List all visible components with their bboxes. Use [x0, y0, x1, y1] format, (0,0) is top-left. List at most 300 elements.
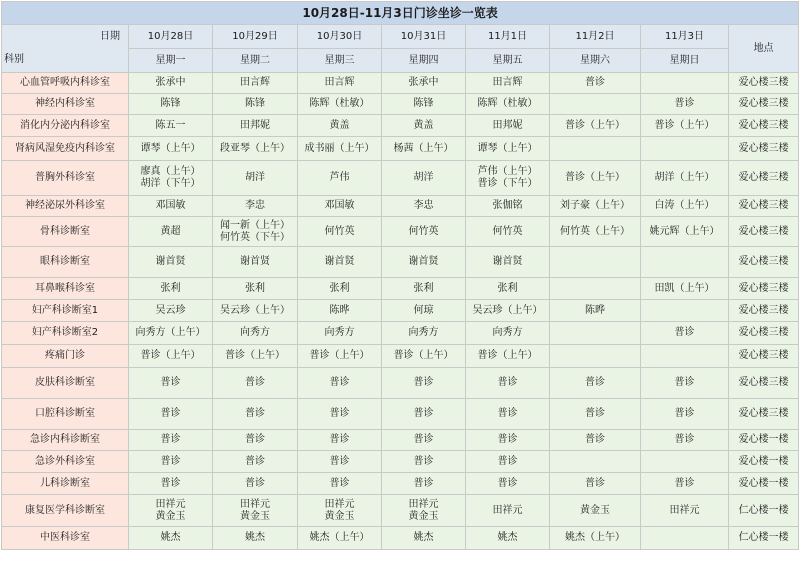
schedule-cell	[550, 247, 641, 278]
doctor-name: 胡洋（上午）	[654, 172, 715, 183]
schedule-cell	[129, 368, 213, 399]
schedule-cell	[382, 278, 466, 300]
doctor-name: 陈锋	[413, 98, 434, 109]
doctor-name: 张利	[329, 282, 350, 294]
doctor-name: 何竹英	[492, 225, 523, 237]
doctor-name: 田邦妮	[240, 119, 270, 131]
doctor-name: 普诊（上午）	[140, 350, 201, 361]
table-row	[2, 278, 799, 300]
schedule-cell	[550, 217, 641, 247]
dept-cell: 口腔科诊断室	[2, 399, 129, 430]
doctor-name: 普诊	[497, 455, 518, 467]
schedule-cell	[213, 451, 298, 473]
doctor-name: 何竹英	[408, 225, 439, 237]
doctor-name: 何竹英	[324, 225, 355, 237]
schedule-cell	[213, 247, 298, 278]
table-row	[2, 527, 799, 550]
location-cell: 爱心楼三楼	[729, 247, 799, 278]
location-cell: 爱心楼三楼	[729, 217, 799, 247]
doctor-name: 普诊	[329, 434, 350, 445]
doctor-name: 陈晔	[585, 304, 605, 316]
doctor-name: 邓国敏	[324, 200, 355, 211]
schedule-cell	[550, 527, 641, 550]
schedule-cell	[129, 94, 213, 115]
schedule-cell	[213, 368, 298, 399]
doctor-name: 谭琴（上午）	[140, 142, 201, 154]
weekday-header: 星期日	[641, 49, 729, 73]
table-row	[2, 495, 799, 527]
corner-date-label: 日期	[100, 31, 120, 42]
schedule-cell	[550, 451, 641, 473]
schedule-cell	[382, 451, 466, 473]
doctor-name: 胡洋	[413, 172, 434, 183]
weekday-header: 星期四	[382, 49, 466, 73]
location-cell: 爱心楼三楼	[729, 278, 799, 300]
table-row	[2, 473, 799, 495]
schedule-cell	[641, 196, 729, 217]
doctor-name: 姚杰	[160, 532, 181, 543]
schedule-cell	[382, 161, 466, 196]
schedule-cell	[466, 345, 550, 368]
dept-cell: 心血管呼吸内科诊室	[2, 73, 129, 94]
schedule-cell	[641, 345, 729, 368]
doctor-name: 普诊	[585, 77, 605, 88]
table-row	[2, 322, 799, 345]
schedule-cell	[382, 196, 466, 217]
schedule-cell	[213, 278, 298, 300]
schedule-cell	[641, 451, 729, 473]
schedule-cell	[550, 322, 641, 345]
schedule-cell	[129, 430, 213, 451]
doctor-name: 田祥元	[324, 498, 355, 510]
location-cell: 爱心楼三楼	[729, 322, 799, 345]
schedule-cell	[129, 196, 213, 217]
doctor-name: 黄超	[160, 225, 181, 237]
doctor-name: 田祥元	[669, 504, 700, 516]
doctor-name: 普诊	[329, 477, 350, 489]
schedule-cell	[550, 196, 641, 217]
weekday-header: 星期五	[466, 49, 550, 73]
doctor-name: 黄盖	[413, 119, 434, 131]
schedule-cell	[298, 495, 382, 527]
doctor-name: 芦伟（上午）	[477, 166, 538, 177]
doctor-name: 普诊（上午）	[393, 350, 454, 361]
corner-header	[2, 25, 129, 73]
doctor-name: 普诊	[497, 377, 518, 388]
doctor-name: 廖真（上午）	[140, 166, 201, 177]
schedule-cell	[382, 495, 466, 527]
schedule-cell	[550, 115, 641, 137]
schedule-cell	[298, 473, 382, 495]
doctor-name: 黄金玉	[155, 510, 186, 522]
table-row	[2, 300, 799, 322]
doctor-name: 向秀方	[324, 327, 355, 338]
doctor-name: 普诊（上午）	[225, 350, 285, 361]
schedule-cell	[466, 161, 550, 196]
doctor-name: 普诊	[245, 477, 265, 489]
table-row	[2, 368, 799, 399]
schedule-cell	[641, 247, 729, 278]
table-row	[2, 115, 799, 137]
doctor-name: 谢首贤	[155, 256, 186, 267]
schedule-cell	[466, 137, 550, 161]
doctor-name: 胡洋（下午）	[140, 178, 201, 189]
doctor-name: 普诊	[497, 477, 518, 489]
schedule-cell	[466, 300, 550, 322]
schedule-cell	[298, 399, 382, 430]
schedule-cell	[298, 217, 382, 247]
schedule-cell	[641, 73, 729, 94]
dept-cell: 儿科诊断室	[2, 473, 129, 495]
weekday-header: 星期三	[298, 49, 382, 73]
schedule-cell	[641, 368, 729, 399]
schedule-cell	[550, 300, 641, 322]
location-cell: 爱心楼三楼	[729, 161, 799, 196]
doctor-name: 姚杰	[413, 532, 434, 543]
dept-cell: 普胸外科诊室	[2, 161, 129, 196]
schedule-cell	[213, 322, 298, 345]
doctor-name: 田凯（上午）	[654, 282, 715, 294]
schedule-cell	[550, 94, 641, 115]
doctor-name: 普诊	[245, 377, 265, 388]
doctor-name: 普诊	[674, 327, 695, 338]
doctor-name: 姚杰	[497, 532, 518, 543]
doctor-name: 张利	[497, 282, 518, 294]
dept-cell: 康复医学科诊断室	[2, 495, 129, 527]
schedule-cell	[466, 495, 550, 527]
schedule-cell	[550, 495, 641, 527]
schedule-cell	[129, 345, 213, 368]
doctor-name: 普诊	[160, 477, 181, 489]
doctor-name: 田言辉	[492, 77, 523, 88]
schedule-cell	[382, 247, 466, 278]
schedule-cell	[213, 73, 298, 94]
doctor-name: 黄金玉	[408, 510, 439, 522]
schedule-cell	[641, 495, 729, 527]
schedule-cell	[129, 73, 213, 94]
doctor-name: 何竹英（下午）	[220, 231, 290, 243]
dept-cell: 耳鼻喉科诊室	[2, 278, 129, 300]
dept-cell: 神经内科诊室	[2, 94, 129, 115]
doctor-name: 谢首贤	[240, 256, 270, 267]
schedule-cell	[298, 322, 382, 345]
schedule-cell	[641, 94, 729, 115]
dept-cell: 骨科诊断室	[2, 217, 129, 247]
doctor-name: 张利	[413, 282, 434, 294]
schedule-cell	[382, 399, 466, 430]
date-header: 10月28日	[129, 25, 213, 49]
doctor-name: 田言辉	[324, 77, 355, 88]
doctor-name: 普诊	[585, 434, 605, 445]
doctor-name: 陈晔	[329, 304, 350, 316]
schedule-cell	[550, 430, 641, 451]
doctor-name: 普诊	[329, 377, 350, 388]
schedule-cell	[213, 473, 298, 495]
doctor-name: 杨茜（上午）	[393, 142, 454, 154]
doctor-name: 吴云珍（上午）	[472, 304, 543, 316]
schedule-cell	[298, 247, 382, 278]
doctor-name: 田邦妮	[492, 119, 523, 131]
dept-cell: 妇产科诊断室1	[2, 300, 129, 322]
location-cell: 爱心楼三楼	[729, 345, 799, 368]
schedule-cell	[129, 137, 213, 161]
dept-cell: 中医科诊室	[2, 527, 129, 550]
dept-cell: 眼科诊断室	[2, 247, 129, 278]
schedule-cell	[298, 73, 382, 94]
doctor-name: 普诊	[413, 477, 434, 489]
doctor-name: 张承中	[408, 77, 439, 88]
schedule-cell	[382, 300, 466, 322]
schedule-cell	[298, 430, 382, 451]
doctor-name: 普诊	[160, 377, 181, 388]
doctor-name: 闻一新（上午）	[220, 219, 290, 231]
schedule-cell	[466, 247, 550, 278]
doctor-name: 谢首贤	[492, 256, 523, 267]
doctor-name: 田祥元	[408, 498, 439, 510]
doctor-name: 李忠	[245, 200, 265, 211]
schedule-cell	[213, 137, 298, 161]
doctor-name: 向秀方	[408, 327, 439, 338]
schedule-cell	[213, 495, 298, 527]
schedule-cell	[382, 137, 466, 161]
table-row	[2, 430, 799, 451]
schedule-cell	[213, 115, 298, 137]
schedule-cell	[298, 300, 382, 322]
date-header: 10月31日	[382, 25, 466, 49]
schedule-cell	[466, 73, 550, 94]
schedule-cell	[641, 300, 729, 322]
schedule-cell	[129, 322, 213, 345]
schedule-cell	[382, 322, 466, 345]
schedule-cell	[298, 137, 382, 161]
schedule-cell	[298, 345, 382, 368]
doctor-name: 普诊	[329, 455, 350, 467]
doctor-name: 陈辉（杜敏）	[309, 98, 370, 109]
schedule-cell	[129, 247, 213, 278]
doctor-name: 普诊	[585, 477, 605, 489]
doctor-name: 普诊（上午）	[654, 119, 715, 131]
schedule-cell	[129, 473, 213, 495]
table-row	[2, 345, 799, 368]
schedule-cell	[466, 430, 550, 451]
doctor-name: 普诊	[674, 477, 695, 489]
doctor-name: 普诊	[497, 408, 518, 419]
schedule-cell	[213, 217, 298, 247]
schedule-cell	[382, 94, 466, 115]
doctor-name: 黄盖	[329, 119, 350, 131]
doctor-name: 谢首贤	[324, 256, 355, 267]
doctor-name: 普诊	[245, 408, 265, 419]
location-cell: 仁心楼一楼	[729, 495, 799, 527]
schedule-cell	[298, 161, 382, 196]
schedule-cell	[641, 322, 729, 345]
schedule-cell	[298, 94, 382, 115]
doctor-name: 张伽铭	[492, 200, 523, 211]
doctor-name: 普诊	[329, 408, 350, 419]
schedule-cell	[129, 115, 213, 137]
doctor-name: 普诊	[585, 408, 605, 419]
doctor-name: 吴云珍（上午）	[220, 304, 290, 316]
doctor-name: 普诊	[674, 98, 695, 109]
doctor-name: 芦伟	[329, 172, 350, 183]
location-cell: 爱心楼一楼	[729, 451, 799, 473]
schedule-cell	[466, 217, 550, 247]
doctor-name: 普诊	[674, 377, 695, 388]
doctor-name: 姚元辉（上午）	[649, 225, 720, 237]
schedule-cell	[550, 161, 641, 196]
doctor-name: 普诊	[245, 434, 265, 445]
schedule-cell	[466, 94, 550, 115]
doctor-name: 姚杰（上午）	[565, 532, 625, 543]
doctor-name: 普诊	[413, 434, 434, 445]
schedule-cell	[129, 217, 213, 247]
doctor-name: 田祥元	[240, 498, 270, 510]
dept-cell: 急诊外科诊室	[2, 451, 129, 473]
schedule-cell	[641, 430, 729, 451]
table-row	[2, 161, 799, 196]
schedule-cell	[466, 322, 550, 345]
schedule-cell	[298, 278, 382, 300]
doctor-name: 白涛（上午）	[654, 200, 715, 211]
schedule-table	[1, 1, 799, 550]
schedule-cell	[466, 368, 550, 399]
doctor-name: 张承中	[155, 77, 186, 88]
dept-cell: 肾病风湿免疫内科诊室	[2, 137, 129, 161]
doctor-name: 吴云珍	[155, 304, 186, 316]
doctor-name: 普诊	[585, 377, 605, 388]
date-header: 11月3日	[641, 25, 729, 49]
doctor-name: 何竹英（上午）	[560, 225, 630, 237]
location-cell: 爱心楼一楼	[729, 473, 799, 495]
table-row	[2, 217, 799, 247]
doctor-name: 谭琴（上午）	[477, 142, 538, 154]
schedule-cell	[129, 451, 213, 473]
table-title: 10月28日-11月3日门诊坐诊一览表	[2, 2, 799, 25]
location-cell: 爱心楼三楼	[729, 368, 799, 399]
schedule-cell	[382, 115, 466, 137]
doctor-name: 普诊	[160, 455, 181, 467]
date-header: 10月30日	[298, 25, 382, 49]
doctor-name: 陈辉（杜敏）	[477, 98, 538, 109]
doctor-name: 刘子豪（上午）	[560, 200, 630, 211]
location-cell: 爱心楼一楼	[729, 430, 799, 451]
doctor-name: 张利	[245, 282, 265, 294]
doctor-name: 向秀方	[240, 327, 270, 338]
schedule-cell	[641, 115, 729, 137]
schedule-cell	[641, 473, 729, 495]
schedule-cell	[213, 94, 298, 115]
doctor-name: 普诊	[413, 408, 434, 419]
schedule-cell	[129, 495, 213, 527]
doctor-name: 成书丽（上午）	[304, 142, 375, 154]
schedule-cell	[213, 196, 298, 217]
location-header: 地点	[729, 25, 799, 73]
dept-cell: 神经泌尿外科诊室	[2, 196, 129, 217]
schedule-cell	[129, 278, 213, 300]
schedule-cell	[466, 473, 550, 495]
schedule-cell	[550, 278, 641, 300]
doctor-name: 田祥元	[492, 504, 523, 516]
table-row	[2, 399, 799, 430]
location-cell: 爱心楼三楼	[729, 94, 799, 115]
doctor-name: 黄金玉	[240, 510, 270, 522]
doctor-name: 普诊（上午）	[565, 119, 625, 131]
doctor-name: 普诊	[413, 377, 434, 388]
doctor-name: 普诊（上午）	[309, 350, 370, 361]
doctor-name: 段亚琴（上午）	[220, 142, 290, 154]
table-row	[2, 137, 799, 161]
doctor-name: 田祥元	[155, 498, 186, 510]
doctor-name: 胡洋	[245, 172, 265, 183]
schedule-cell	[466, 278, 550, 300]
schedule-cell	[466, 115, 550, 137]
weekday-header: 星期六	[550, 49, 641, 73]
schedule-cell	[298, 527, 382, 550]
location-cell: 爱心楼三楼	[729, 300, 799, 322]
schedule-cell	[213, 161, 298, 196]
schedule-cell	[382, 73, 466, 94]
location-cell: 仁心楼一楼	[729, 527, 799, 550]
schedule-cell	[382, 345, 466, 368]
table-row	[2, 94, 799, 115]
dept-cell: 急诊内科诊断室	[2, 430, 129, 451]
doctor-name: 普诊	[674, 408, 695, 419]
doctor-name: 黄金玉	[324, 510, 355, 522]
schedule-cell	[382, 368, 466, 399]
doctor-name: 姚杰（上午）	[309, 532, 370, 543]
schedule-cell	[641, 278, 729, 300]
weekday-header: 星期二	[213, 49, 298, 73]
schedule-cell	[550, 399, 641, 430]
doctor-name: 陈锋	[245, 98, 265, 109]
schedule-cell	[213, 527, 298, 550]
schedule-cell	[550, 473, 641, 495]
schedule-cell	[550, 368, 641, 399]
doctor-name: 黄金玉	[580, 504, 610, 516]
table-row	[2, 451, 799, 473]
schedule-cell	[641, 527, 729, 550]
date-header: 11月1日	[466, 25, 550, 49]
location-cell: 爱心楼三楼	[729, 137, 799, 161]
doctor-name: 邓国敏	[155, 200, 186, 211]
doctor-name: 普诊	[413, 455, 434, 467]
doctor-name: 普诊	[245, 455, 265, 467]
table-row	[2, 196, 799, 217]
dept-cell: 消化内分泌内科诊室	[2, 115, 129, 137]
doctor-name: 张利	[160, 282, 181, 294]
date-header: 10月29日	[213, 25, 298, 49]
schedule-cell	[213, 345, 298, 368]
schedule-cell	[466, 451, 550, 473]
doctor-name: 陈锋	[160, 98, 181, 109]
doctor-name: 普诊	[674, 434, 695, 445]
location-cell: 爱心楼三楼	[729, 115, 799, 137]
doctor-name: 普诊（上午）	[565, 172, 625, 183]
doctor-name: 向秀方	[492, 327, 523, 338]
schedule-cell	[466, 399, 550, 430]
corner-dept-label: 科别	[4, 54, 24, 65]
schedule-cell	[298, 115, 382, 137]
doctor-name: 姚杰	[245, 532, 265, 543]
schedule-cell	[641, 217, 729, 247]
schedule-cell	[213, 399, 298, 430]
doctor-name: 普诊	[160, 408, 181, 419]
doctor-name: 普诊	[160, 434, 181, 445]
date-header: 11月2日	[550, 25, 641, 49]
schedule-cell	[298, 196, 382, 217]
location-cell: 爱心楼三楼	[729, 399, 799, 430]
doctor-name: 陈五一	[155, 119, 186, 131]
